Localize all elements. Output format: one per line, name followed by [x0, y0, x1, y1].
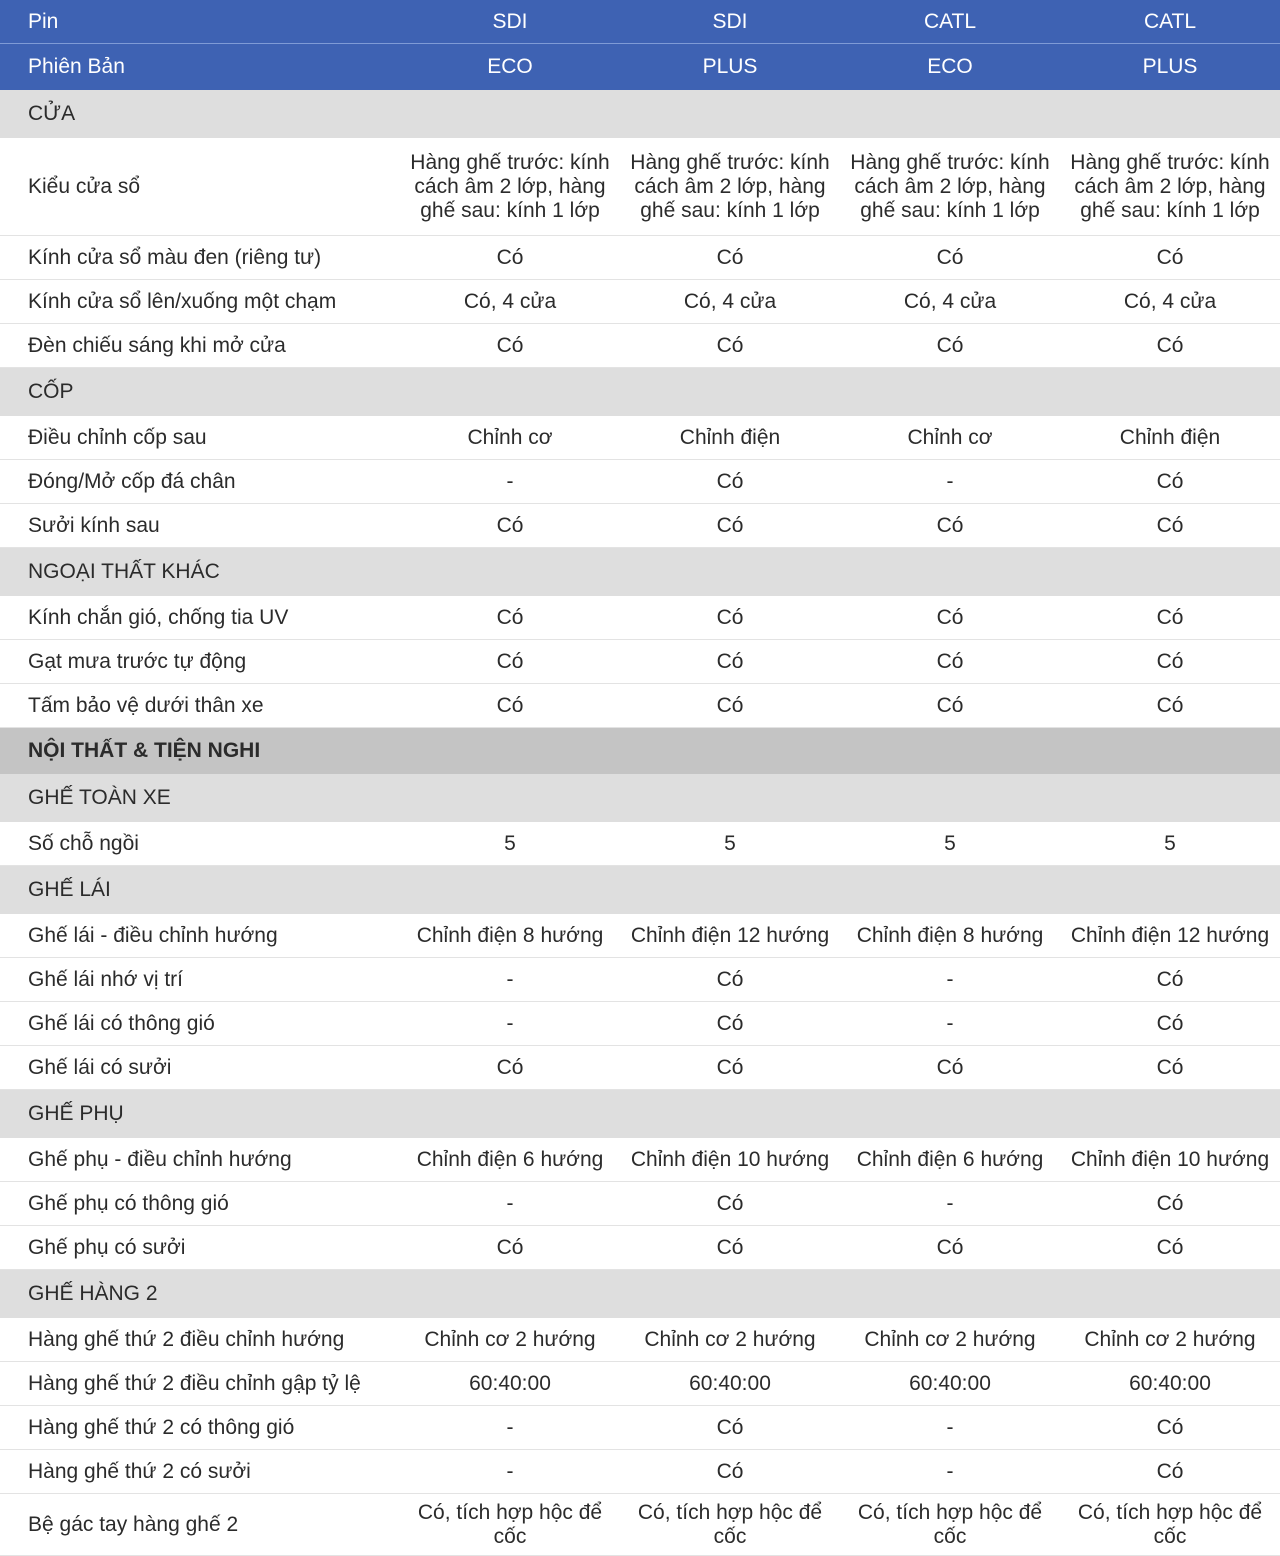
row-value-1: Chỉnh cơ 2 hướng [424, 1327, 596, 1351]
row-label: Đèn chiếu sáng khi mở cửa [28, 333, 286, 357]
table-row [0, 324, 1280, 368]
table-row [0, 280, 1280, 324]
table-row [0, 504, 1280, 548]
header-pin-label: Pin [28, 9, 59, 33]
row-value-4: Có [1156, 1055, 1184, 1079]
row-value-4: Chỉnh điện 12 hướng [1070, 923, 1270, 947]
header-version-1: ECO [487, 55, 533, 78]
row-value-2: Có [716, 967, 744, 991]
row-value-3: - [946, 1011, 954, 1035]
row-value-4: Có [1156, 1191, 1184, 1215]
row-value-2: Có, 4 cửa [683, 289, 777, 313]
table-row [0, 236, 1280, 280]
row-label: Đóng/Mở cốp đá chân [28, 469, 236, 493]
row-value-3: Có, 4 cửa [903, 289, 997, 313]
row-value-1: Chỉnh cơ [467, 425, 553, 449]
table-row [0, 1138, 1280, 1182]
row-value-2: Chỉnh điện 10 hướng [630, 1147, 830, 1171]
section-heading: NGOẠI THẤT KHÁC [28, 560, 220, 583]
row-value-3: - [946, 1415, 954, 1439]
row-label: Hàng ghế thứ 2 có sưởi [28, 1459, 251, 1483]
row-value-2: 5 [724, 831, 736, 855]
row-value-4: 60:40:00 [1129, 1371, 1211, 1395]
table-row [0, 138, 1280, 236]
section-heading-row [0, 1090, 1280, 1138]
row-value-3: - [946, 1191, 954, 1215]
table-row [0, 416, 1280, 460]
row-value-1: - [506, 469, 514, 493]
row-value-4: Có [1156, 1235, 1184, 1259]
row-label: Ghế lái có thông gió [28, 1011, 215, 1035]
row-value-1: Có [496, 1235, 524, 1259]
row-value-2: Có [716, 1235, 744, 1259]
row-value-1: 60:40:00 [469, 1371, 551, 1395]
table-body [0, 90, 1280, 1556]
row-value-1: Chỉnh điện 6 hướng [416, 1147, 604, 1171]
row-value-4: Có [1156, 469, 1184, 493]
row-value-1: Có [496, 1055, 524, 1079]
row-label: Sưởi kính sau [28, 513, 160, 537]
row-value-2: Có [716, 1459, 744, 1483]
table-row [0, 1494, 1280, 1556]
header-row-version [0, 44, 1280, 90]
row-value-4: Có, tích hợp hộc để cốc [1077, 1500, 1263, 1548]
header-version-4: PLUS [1142, 55, 1198, 78]
row-value-2: Chỉnh điện 12 hướng [630, 923, 830, 947]
row-value-4: Có [1156, 967, 1184, 991]
row-label: Ghế lái nhớ vị trí [28, 967, 183, 991]
row-label: Hàng ghế thứ 2 điều chỉnh gập tỷ lệ [28, 1371, 361, 1395]
row-value-1: Hàng ghế trước: kính cách âm 2 lớp, hàng ghế sau: kính 1 lớp [410, 150, 610, 222]
row-label: Tấm bảo vệ dưới thân xe [28, 693, 264, 717]
row-value-4: Có [1156, 649, 1184, 673]
table-row [0, 822, 1280, 866]
row-label: Gạt mưa trước tự động [28, 649, 247, 673]
row-value-3: Có [936, 649, 964, 673]
row-label: Hàng ghế thứ 2 có thông gió [28, 1415, 295, 1439]
header-pin-2: SDI [712, 9, 748, 33]
row-value-2: Có [716, 333, 744, 357]
row-value-1: Có, 4 cửa [463, 289, 557, 313]
table-row [0, 1046, 1280, 1090]
table-row [0, 914, 1280, 958]
row-value-3: 5 [944, 831, 956, 855]
row-label: Ghế lái có sưởi [28, 1055, 172, 1079]
row-label: Điều chỉnh cốp sau [28, 425, 207, 449]
row-value-1: Có, tích hợp hộc để cốc [417, 1500, 603, 1548]
row-value-1: Có [496, 333, 524, 357]
table-row [0, 640, 1280, 684]
header-version-3: ECO [927, 55, 973, 78]
row-value-2: Có [716, 1011, 744, 1035]
row-value-2: Có [716, 649, 744, 673]
row-value-4: Có [1156, 1415, 1184, 1439]
row-value-4: Có [1156, 333, 1184, 357]
row-value-1: Có [496, 693, 524, 717]
table-row [0, 1226, 1280, 1270]
row-value-2: 60:40:00 [689, 1371, 771, 1395]
table-row [0, 1362, 1280, 1406]
section-heading: GHẾ PHỤ [28, 1102, 124, 1125]
row-value-4: Có [1156, 1011, 1184, 1035]
header-version-2: PLUS [702, 55, 758, 78]
row-value-3: Chỉnh điện 6 hướng [856, 1147, 1044, 1171]
row-value-4: Chỉnh điện 10 hướng [1070, 1147, 1270, 1171]
section-heading-row [0, 774, 1280, 822]
row-label: Ghế phụ có sưởi [28, 1235, 186, 1259]
row-value-1: Có [496, 245, 524, 269]
row-value-2: Có, tích hợp hộc để cốc [637, 1500, 823, 1548]
row-value-2: Có [716, 513, 744, 537]
section-heading: GHẾ TOÀN XE [28, 786, 171, 809]
table-row [0, 1318, 1280, 1362]
row-label: Bệ gác tay hàng ghế 2 [28, 1512, 239, 1536]
table-row [0, 1182, 1280, 1226]
header-row-pin [0, 0, 1280, 44]
row-value-1: - [506, 1459, 514, 1483]
row-value-1: - [506, 967, 514, 991]
row-value-3: Chỉnh điện 8 hướng [856, 923, 1044, 947]
table-row [0, 1002, 1280, 1046]
row-value-4: Có [1156, 245, 1184, 269]
row-value-2: Hàng ghế trước: kính cách âm 2 lớp, hàng ghế sau: kính 1 lớp [630, 150, 830, 222]
row-value-1: Có [496, 605, 524, 629]
row-value-2: Có [716, 1191, 744, 1215]
row-value-4: Có [1156, 513, 1184, 537]
row-value-3: Có [936, 605, 964, 629]
section-heading-row [0, 548, 1280, 596]
section-heading-row [0, 866, 1280, 914]
section-heading: GHẾ HÀNG 2 [28, 1282, 158, 1305]
row-value-3: - [946, 967, 954, 991]
row-value-4: Có, 4 cửa [1123, 289, 1217, 313]
row-value-4: Có [1156, 605, 1184, 629]
row-value-3: - [946, 1459, 954, 1483]
row-value-2: Có [716, 245, 744, 269]
row-label: Kính chắn gió, chống tia UV [28, 605, 289, 629]
header-pin-1: SDI [492, 9, 528, 33]
section-heading: GHẾ LÁI [28, 878, 111, 901]
table-row [0, 596, 1280, 640]
table-row [0, 684, 1280, 728]
table-row [0, 1406, 1280, 1450]
row-value-3: - [946, 469, 954, 493]
row-value-4: Có [1156, 1459, 1184, 1483]
row-value-1: Có [496, 513, 524, 537]
row-value-1: - [506, 1191, 514, 1215]
row-value-2: Có [716, 469, 744, 493]
header-pin-4: CATL [1143, 9, 1197, 33]
row-value-4: 5 [1164, 831, 1176, 855]
row-value-4: Chỉnh điện [1119, 425, 1221, 449]
row-label: Ghế lái - điều chỉnh hướng [28, 923, 278, 947]
row-value-3: Có [936, 333, 964, 357]
row-value-1: Chỉnh điện 8 hướng [416, 923, 604, 947]
row-value-3: Có, tích hợp hộc để cốc [857, 1500, 1043, 1548]
row-value-3: Có [936, 693, 964, 717]
row-value-3: Chỉnh cơ [907, 425, 993, 449]
row-label: Kiểu cửa sổ [28, 174, 141, 198]
row-label: Kính cửa sổ lên/xuống một chạm [28, 289, 337, 313]
section-heading: CỐP [28, 380, 74, 403]
row-value-2: Chỉnh cơ 2 hướng [644, 1327, 816, 1351]
row-value-3: Có [936, 513, 964, 537]
row-value-2: Có [716, 693, 744, 717]
row-value-1: - [506, 1011, 514, 1035]
row-value-4: Có [1156, 693, 1184, 717]
row-value-2: Có [716, 1055, 744, 1079]
row-value-2: Chỉnh điện [679, 425, 781, 449]
row-value-4: Chỉnh cơ 2 hướng [1084, 1327, 1256, 1351]
section-heading-row [0, 368, 1280, 416]
row-value-1: Có [496, 649, 524, 673]
row-label: Ghế phụ có thông gió [28, 1191, 229, 1215]
row-value-4: Hàng ghế trước: kính cách âm 2 lớp, hàng ghế sau: kính 1 lớp [1070, 150, 1270, 222]
row-label: Kính cửa sổ màu đen (riêng tư) [28, 245, 322, 269]
row-value-2: Có [716, 605, 744, 629]
section-heading-row [0, 90, 1280, 138]
section-heading: CỬA [28, 102, 76, 125]
row-value-3: Chỉnh cơ 2 hướng [864, 1327, 1036, 1351]
table-row [0, 1450, 1280, 1494]
row-value-2: Có [716, 1415, 744, 1439]
group-heading-row [0, 728, 1280, 774]
row-value-1: - [506, 1415, 514, 1439]
section-heading: NỘI THẤT & TIỆN NGHI [28, 739, 261, 762]
row-label: Ghế phụ - điều chỉnh hướng [28, 1147, 292, 1171]
row-value-3: 60:40:00 [909, 1371, 991, 1395]
section-heading-row [0, 1270, 1280, 1318]
row-value-3: Hàng ghế trước: kính cách âm 2 lớp, hàng ghế sau: kính 1 lớp [850, 150, 1050, 222]
row-label: Hàng ghế thứ 2 điều chỉnh hướng [28, 1327, 345, 1351]
table-row [0, 958, 1280, 1002]
row-value-3: Có [936, 1055, 964, 1079]
row-value-1: 5 [504, 831, 516, 855]
row-value-3: Có [936, 245, 964, 269]
row-label: Số chỗ ngồi [28, 831, 139, 855]
table-row [0, 460, 1280, 504]
header-pin-3: CATL [923, 9, 977, 33]
row-value-3: Có [936, 1235, 964, 1259]
header-version-label: Phiên Bản [28, 55, 125, 78]
